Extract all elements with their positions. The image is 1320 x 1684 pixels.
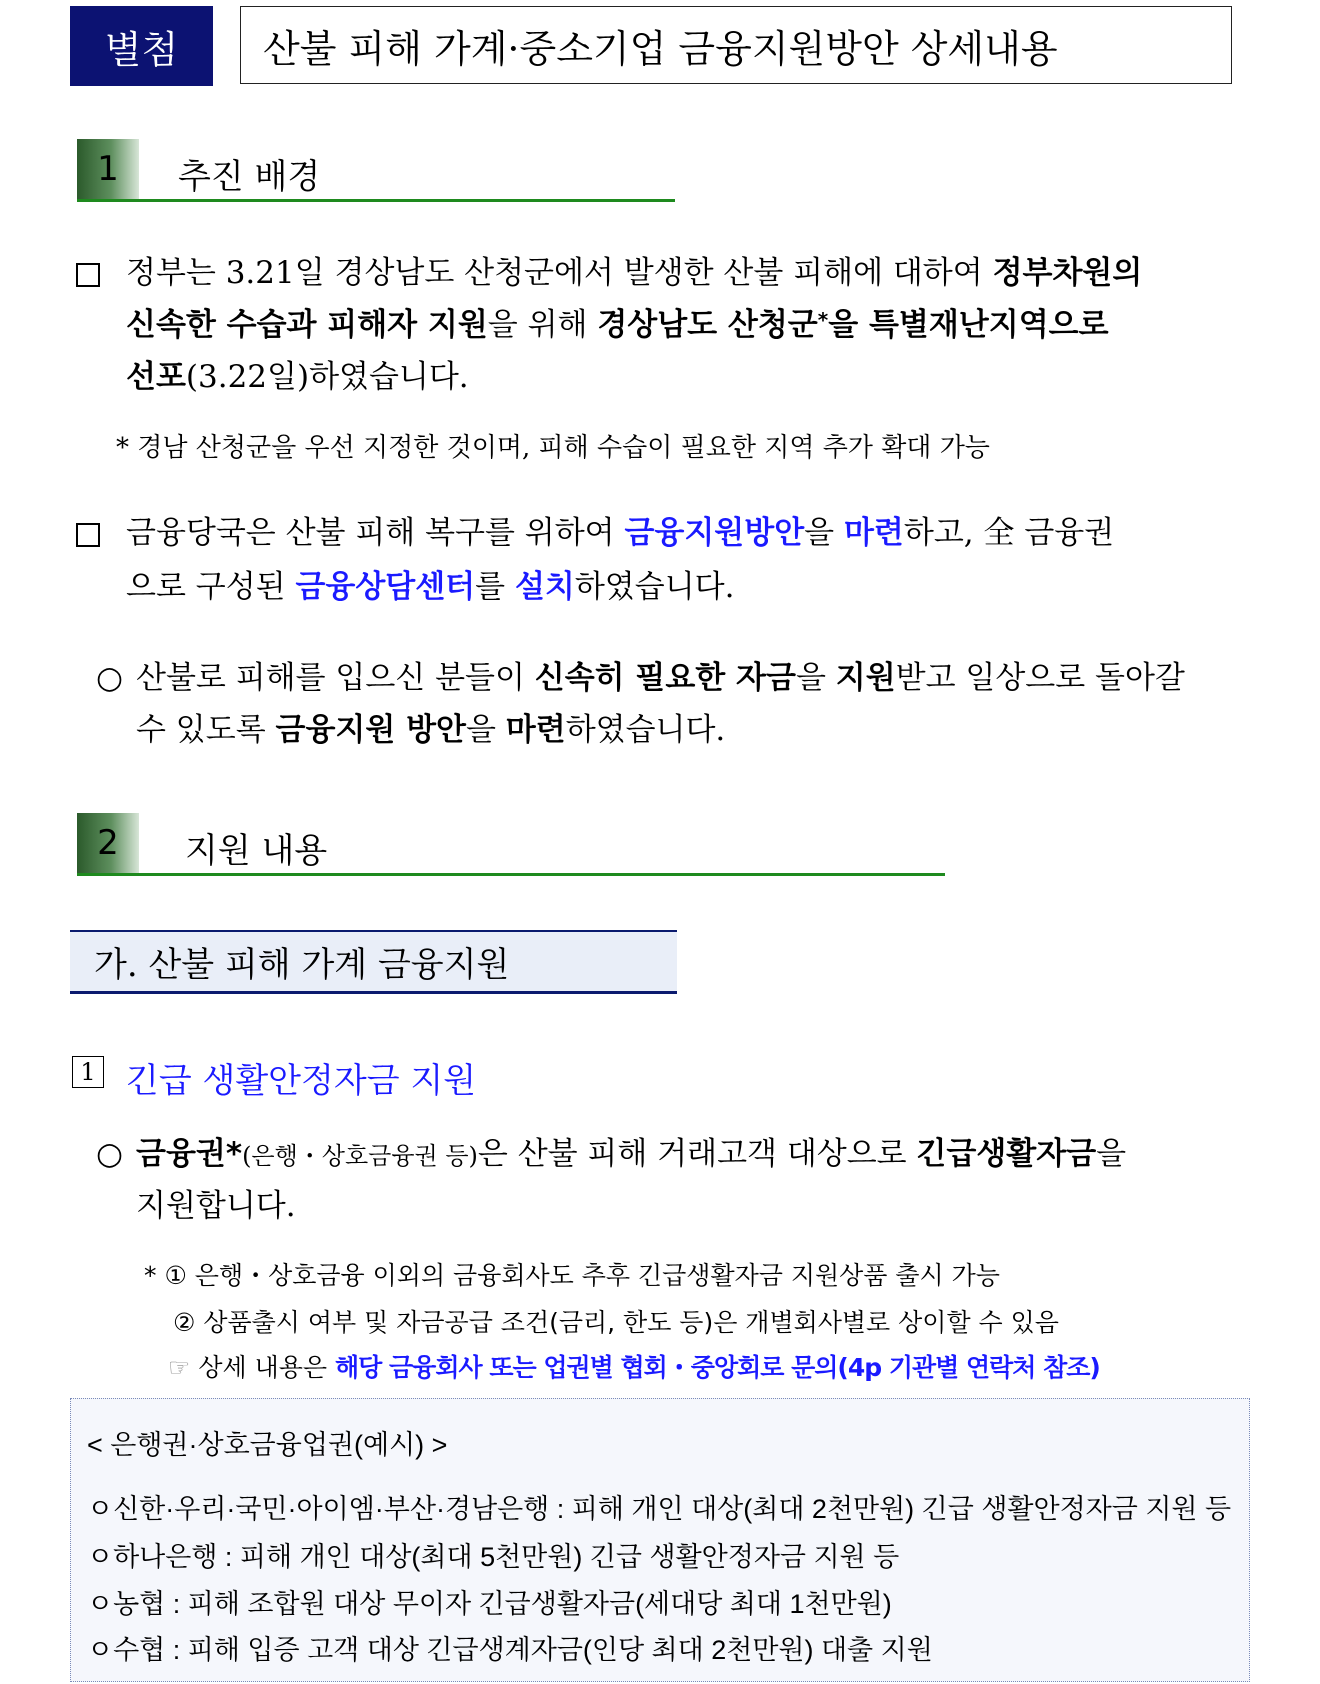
example-item: ㅇ하나은행 : 피해 개인 대상(최대 5천만원) 긴급 생활안정자금 지원 등 <box>87 1542 900 1572</box>
paragraph-line: 산불로 피해를 입으신 분들이 신속히 필요한 자금을 지원받고 일상으로 돌아갈 <box>136 660 1185 696</box>
section-title: 지원 내용 <box>185 831 328 871</box>
footnote: ② 상품출시 여부 및 자금공급 조건(금리, 한도 등)은 개별회사별로 상이할 수 있음 <box>173 1308 1059 1337</box>
paragraph-line: 수 있도록 금융지원 방안을 마련하였습니다. <box>136 712 726 748</box>
paragraph-line: 금융당국은 산불 피해 복구를 위하여 금융지원방안을 마련하고, 全 금융권 <box>126 515 1115 551</box>
example-item: ㅇ신한·우리·국민·아이엠·부산·경남은행 : 피해 개인 대상(최대 2천만원) 긴급 생활안정자금 지원 등 <box>87 1494 1232 1524</box>
section-underline <box>77 873 945 876</box>
paragraph-line: 금융권*(은행・상호금융권 등)은 산불 피해 거래고객 대상으로 긴급생활자금을 <box>136 1136 1127 1172</box>
attachment-tag: 별첨 <box>70 6 213 86</box>
bullet-circle: ○ <box>96 1136 124 1172</box>
subsection-title: 가. 산불 피해 가계 금융지원 <box>70 930 677 994</box>
paragraph-line: 지원합니다. <box>136 1188 296 1224</box>
item-number-box: 1 <box>72 1056 104 1088</box>
bullet-circle: ○ <box>96 660 124 696</box>
example-item: ㅇ수협 : 피해 입증 고객 대상 긴급생계자금(인당 최대 2천만원) 대출 지원 <box>87 1635 933 1665</box>
document-title: 산불 피해 가계·중소기업 금융지원방안 상세내용 <box>240 6 1232 84</box>
footnote-reference: ☞ 상세 내용은 해당 금융회사 또는 업권별 협회・중앙회로 문의(4p 기관별 연락처 참조) <box>168 1353 1100 1382</box>
paragraph-line: 정부는 3.21일 경상남도 산청군에서 발생한 산불 피해에 대하여 정부차원의 <box>126 255 1143 291</box>
paragraph-line: 선포(3.22일)하였습니다. <box>126 359 469 395</box>
example-item: ㅇ농협 : 피해 조합원 대상 무이자 긴급생활자금(세대당 최대 1천만원) <box>87 1589 892 1619</box>
example-title: < 은행권·상호금융업권(예시) > <box>87 1430 448 1460</box>
section-number: 1 <box>77 139 139 199</box>
paragraph-line: 신속한 수습과 피해자 지원을 위해 경상남도 산청군*을 특별재난지역으로 <box>126 307 1109 343</box>
checkbox-square-icon <box>76 523 100 547</box>
checkbox-square-icon <box>76 263 100 287</box>
footnote: * 경남 산청군을 우선 지정한 것이며, 피해 수습이 필요한 지역 추가 확대 가능 <box>116 433 990 463</box>
section-number: 2 <box>77 813 139 873</box>
paragraph-line: 으로 구성된 금융상담센터를 설치하였습니다. <box>126 569 735 605</box>
item-title: 긴급 생활안정자금 지원 <box>126 1061 477 1101</box>
section-title: 추진 배경 <box>178 157 321 197</box>
pointing-hand-icon: ☞ <box>168 1353 191 1382</box>
section-underline <box>77 199 675 202</box>
footnote: * ① 은행・상호금융 이외의 금융회사도 추후 긴급생활자금 지원상품 출시 가능 <box>144 1261 1000 1290</box>
example-box <box>70 1398 1250 1682</box>
